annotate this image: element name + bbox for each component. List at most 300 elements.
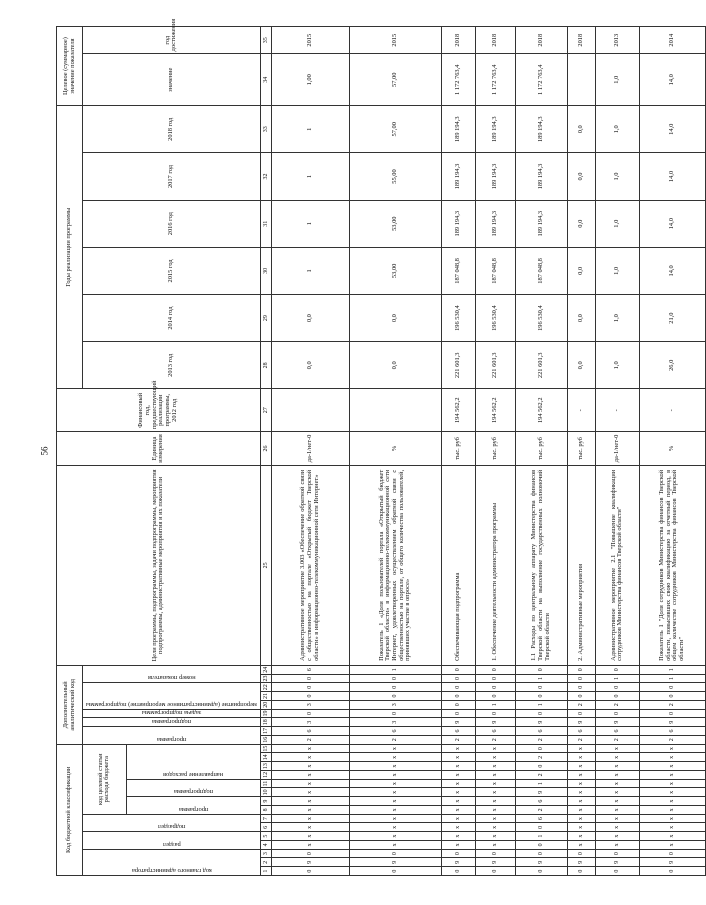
code-cell: 0 [567,692,595,701]
name-cell: 2. Административные мероприятия [567,465,595,665]
column-index: 2 [260,858,271,867]
year-value-cell: 53,00 [349,200,441,247]
year-value-cell: 1 [271,106,349,153]
code-cell: x [595,762,639,771]
column-index: 7 [260,814,271,823]
code-cell: 0 [475,849,515,858]
code-cell: 0 [271,674,349,683]
column-index: 19 [260,709,271,718]
code-cell: 0 [515,665,567,674]
code-cell: 9 [595,718,639,727]
column-index: 4 [260,841,271,850]
code-cell: x [349,771,441,780]
code-cell: x [475,832,515,841]
fin2012-cell [349,389,441,432]
column-index-row [260,27,271,876]
code-cell: 0 [639,849,705,858]
unit-cell: да-1/нет-0 [271,432,349,466]
code-cell: 0 [475,665,515,674]
code-cell: 6 [349,727,441,736]
code-cell: 1 [639,674,705,683]
csr-header: код целевой статьи расхода бюджета [83,744,127,814]
code-cell: 2 [595,735,639,744]
dop-meropriyatie-header: мероприятие (административное мероприятие) подпрограммы [83,683,261,709]
column-index: 35 [260,27,271,54]
code-cell: x [475,841,515,850]
year-value-cell: 0,0 [349,342,441,389]
code-cell: 9 [515,788,567,797]
column-index: 13 [260,762,271,771]
code-cell: x [567,771,595,780]
code-cell: x [441,779,475,788]
code-cell: x [639,832,705,841]
code-cell: 6 [515,797,567,806]
year-value-cell: 187 048,8 [515,247,567,294]
code-cell: 6 [515,727,567,736]
code-cell: 9 [441,718,475,727]
code-cell: 1 [475,700,515,709]
code-cell: 9 [515,718,567,727]
year-value-cell: 189 194,3 [475,106,515,153]
code-cell: 0 [515,849,567,858]
csr-napravlenie-header: направление расходов [126,744,260,779]
column-index: 34 [260,54,271,106]
csr-podprogram-header: подпрограмма [126,779,260,797]
code-cell: 6 [441,727,475,736]
year-value-cell: 0,0 [349,295,441,342]
dop-program-header: программа [83,727,261,745]
year-value-cell: 55,00 [349,153,441,200]
code-cell: x [595,797,639,806]
code-cell: x [639,841,705,850]
unit-cell: тыс. руб [441,432,475,466]
code-cell: 0 [475,683,515,692]
fin2012-cell: - [567,389,595,432]
kbk-podrazdel-header: подраздел [83,814,261,832]
target-year-cell: 2018 [515,27,567,54]
code-cell: 0 [639,683,705,692]
code-cell: 0 [349,683,441,692]
code-cell: x [271,823,349,832]
target-year-cell: 2018 [441,27,475,54]
code-cell: 0 [595,692,639,701]
year-value-cell: 189 194,3 [441,153,475,200]
code-cell: x [441,753,475,762]
column-index: 27 [260,389,271,432]
code-cell: 0 [639,867,705,876]
code-cell: 0 [475,709,515,718]
code-cell: 3 [271,718,349,727]
year-value-cell: 221 601,3 [515,342,567,389]
code-cell: 0 [567,849,595,858]
table-row [271,27,349,876]
code-cell: x [475,753,515,762]
code-cell: x [271,744,349,753]
code-cell: 0 [441,867,475,876]
column-index: 12 [260,771,271,780]
name-cell: Административное мероприятие 3.003 «Обеспечение обратной связи с общественностью на портале «Открытый бюджет Тверской области» в информационно-телекоммуникационной сети Интернет» [271,465,349,665]
code-cell: x [595,779,639,788]
column-index: 3 [260,849,271,858]
year-value-cell: 14,0 [639,247,705,294]
target-value-cell: 1 172 763,4 [475,54,515,106]
code-cell: x [595,771,639,780]
year-value-cell: 0,0 [567,200,595,247]
code-cell: x [595,823,639,832]
target-year-cell: 2015 [349,27,441,54]
code-cell: x [349,788,441,797]
code-cell: x [271,779,349,788]
code-cell: 1 [515,674,567,683]
code-cell: 0 [441,700,475,709]
table-row [349,27,441,876]
year-value-cell: 1,0 [595,247,639,294]
code-cell: x [639,797,705,806]
code-cell: 0 [515,867,567,876]
target-year-cell: 2014 [639,27,705,54]
code-cell: x [475,788,515,797]
code-cell: x [271,762,349,771]
year-value-cell: 1 [271,200,349,247]
column-index: 21 [260,692,271,701]
code-cell: 0 [595,665,639,674]
code-cell: 9 [567,718,595,727]
code-cell: 6 [639,727,705,736]
code-cell: 6 [271,727,349,736]
year-value-cell: 57,00 [349,106,441,153]
target-value-cell: 1 172 763,4 [515,54,567,106]
fin2012-header: Финансовый год, предшествующий реализации программы, 2012 год [57,389,261,432]
y2018-header: 2018 год [83,106,261,153]
fin2012-cell: 194 562,2 [441,389,475,432]
code-cell: 0 [515,709,567,718]
code-cell: 2 [271,735,349,744]
code-cell: x [349,814,441,823]
code-cell: x [271,788,349,797]
code-cell: x [271,753,349,762]
code-cell: x [567,841,595,850]
year-value-cell: 0,0 [567,295,595,342]
year-value-cell: 0,0 [271,342,349,389]
year-value-cell: 1 [271,153,349,200]
target-header: Целевое (суммарное) значение показателя [57,27,83,106]
code-cell: 0 [271,867,349,876]
code-cell: x [639,788,705,797]
code-cell: x [475,771,515,780]
target-value-cell: 1,00 [271,54,349,106]
code-cell: x [441,823,475,832]
code-cell: 1 [595,674,639,683]
code-cell: x [349,832,441,841]
target-value-cell: 57,00 [349,54,441,106]
column-index: 25 [260,465,271,665]
dop-zadacha-header: задача подпрограммы [83,709,261,718]
fin2012-cell: - [639,389,705,432]
column-index: 24 [260,665,271,674]
year-value-cell: 1 [271,247,349,294]
code-cell: 3 [349,718,441,727]
year-value-cell: 0,0 [271,295,349,342]
column-index: 11 [260,779,271,788]
unit-cell: тыс. руб [515,432,567,466]
code-cell: x [639,744,705,753]
y2014-header: 2014 год [83,295,261,342]
year-value-cell: 14,0 [639,200,705,247]
year-value-cell: 1,0 [595,200,639,247]
code-cell: 0 [349,867,441,876]
code-cell: x [595,841,639,850]
code-cell: x [475,823,515,832]
year-value-cell: 1,0 [595,342,639,389]
code-cell: x [639,806,705,815]
table-row [639,27,705,876]
year-value-cell: 21,0 [639,295,705,342]
code-cell: x [441,762,475,771]
code-cell: x [567,788,595,797]
year-value-cell: 187 048,8 [475,247,515,294]
code-cell: x [349,823,441,832]
unit-cell: тыс. руб [567,432,595,466]
code-cell: 0 [515,683,567,692]
code-cell: x [567,823,595,832]
year-value-cell: 187 048,8 [441,247,475,294]
code-cell: x [475,762,515,771]
code-cell: x [271,806,349,815]
code-cell: 9 [349,858,441,867]
column-index: 28 [260,342,271,389]
target-value-cell [567,54,595,106]
code-cell: 6 [515,814,567,823]
code-cell: 9 [639,718,705,727]
unit-cell: % [349,432,441,466]
code-cell: x [349,762,441,771]
unit-cell: тыс. руб [475,432,515,466]
code-cell: 6 [271,665,349,674]
code-cell: x [595,744,639,753]
rotated-table-container [56,18,686,876]
years-header: Годы реализации программы [57,106,83,389]
unit-cell: да-1/нет-0 [595,432,639,466]
name-cell: Обеспечивающая подпрограмма [441,465,475,665]
code-cell: 9 [475,718,515,727]
year-value-cell: 189 194,3 [475,200,515,247]
year-value-cell: 221 601,3 [441,342,475,389]
code-cell: x [639,779,705,788]
code-cell: 9 [567,858,595,867]
table-row [441,27,475,876]
code-cell: 9 [515,858,567,867]
code-cell: x [567,832,595,841]
code-cell: 1 [515,700,567,709]
code-cell: 3 [271,700,349,709]
code-cell: 2 [639,735,705,744]
year-value-cell: 196 530,4 [475,295,515,342]
year-value-cell: 14,0 [639,106,705,153]
code-cell: 0 [567,674,595,683]
code-cell: 6 [567,727,595,736]
column-index: 5 [260,832,271,841]
y2015-header: 2015 год [83,247,261,294]
code-cell: 0 [475,867,515,876]
fin2012-cell: - [595,389,639,432]
code-cell: 0 [441,665,475,674]
code-cell: 0 [639,709,705,718]
fin2012-cell: 194 562,2 [515,389,567,432]
dop-podprogram-header: подпрограмма [83,718,261,727]
unit-header: Единица измерения [57,432,261,466]
code-cell: 0 [441,683,475,692]
year-value-cell: 0,0 [567,106,595,153]
y2013-header: 2013 год [83,342,261,389]
code-cell: 0 [515,692,567,701]
code-cell: x [639,771,705,780]
code-cell: 2 [567,700,595,709]
code-cell: 9 [475,858,515,867]
fin2012-cell [271,389,349,432]
code-cell: 0 [349,692,441,701]
code-cell: 0 [515,762,567,771]
name-cell: Показатель 1 «Доля пользователей портала «Открытый бюджет Тверской области» в информационно-телекоммуникационной сети Интернет, удовлетворенных осуществлением обратной связи с общественностью на портале, от общего количества пользователей, принявших участие в опросе» [349,465,441,665]
column-index: 15 [260,744,271,753]
code-cell: x [595,814,639,823]
column-index: 1 [260,867,271,876]
code-cell: x [567,814,595,823]
column-index: 18 [260,718,271,727]
unit-cell: % [639,432,705,466]
code-cell: x [475,814,515,823]
code-cell: 0 [349,674,441,683]
column-index: 17 [260,727,271,736]
code-cell: 1 [349,665,441,674]
code-cell: x [567,744,595,753]
kbk-razdel-header: раздел [83,832,261,850]
target-value-cell: 1 172 763,4 [441,54,475,106]
column-index: 10 [260,788,271,797]
column-index: 6 [260,823,271,832]
code-cell: 0 [441,692,475,701]
code-cell: x [349,806,441,815]
code-cell: x [441,814,475,823]
year-value-cell: 1,0 [595,295,639,342]
code-cell: 6 [475,727,515,736]
name-cell: Показатель 1 "Доля сотрудников Министерства финансов Тверской области, повысивших свою квалификацию за отчетный период, в общем количестве сотрудников Министерства финансов Тверской области" [639,465,705,665]
code-cell: 1 [515,832,567,841]
code-cell: x [595,832,639,841]
page-number: 56 [39,446,50,456]
year-value-cell: 189 194,3 [441,200,475,247]
code-cell: x [271,832,349,841]
year-value-cell: 189 194,3 [515,200,567,247]
code-cell: x [441,797,475,806]
code-cell: 0 [567,665,595,674]
y2017-header: 2017 год [83,153,261,200]
code-cell: x [475,797,515,806]
code-cell: 2 [515,806,567,815]
target-value-cell: 1,0 [595,54,639,106]
target-value-header: значение [83,54,261,106]
year-value-cell: 53,00 [349,247,441,294]
column-index: 26 [260,432,271,466]
code-cell: x [271,771,349,780]
table-row [475,27,515,876]
column-index: 16 [260,735,271,744]
column-index: 29 [260,295,271,342]
name-header: Цели программы, подпрограммы, задачи подпрограммы, мероприятия подпрограммы, административные мероприятия и их показатели [57,465,261,665]
code-cell: 0 [567,683,595,692]
column-index: 33 [260,106,271,153]
code-cell: 9 [595,858,639,867]
fin2012-cell: 194 562,2 [475,389,515,432]
code-cell: x [475,779,515,788]
code-cell: 0 [595,683,639,692]
code-cell: 2 [515,735,567,744]
code-cell: 9 [441,858,475,867]
code-cell: x [595,788,639,797]
code-cell: 2 [441,735,475,744]
code-cell: 9 [639,858,705,867]
year-value-cell: 14,0 [639,153,705,200]
code-cell: x [639,823,705,832]
year-value-cell: 1,0 [595,153,639,200]
year-value-cell: 189 194,3 [441,106,475,153]
target-year-cell: 2018 [567,27,595,54]
target-year-header: год достижения [83,27,261,54]
code-cell: 2 [475,735,515,744]
code-cell: 1 [639,665,705,674]
kbk-admin-header: код главного администратора [83,849,261,875]
code-cell: 1 [515,779,567,788]
dop-nomer-header: номер показателя [83,665,261,683]
code-cell: 0 [349,709,441,718]
column-index: 31 [260,200,271,247]
code-cell: 0 [515,823,567,832]
code-cell: 2 [349,735,441,744]
code-cell: 6 [595,727,639,736]
code-cell: 0 [595,867,639,876]
code-cell: 0 [475,692,515,701]
code-cell: x [349,841,441,850]
code-cell: x [271,841,349,850]
code-cell: 0 [271,683,349,692]
column-index: 9 [260,797,271,806]
code-cell: 2 [567,735,595,744]
code-cell: 0 [475,674,515,683]
program-table [56,18,706,876]
code-cell: 0 [639,692,705,701]
code-cell: 9 [271,858,349,867]
name-cell: 1. Обеспечение деятельности администратора программы [475,465,515,665]
y2016-header: 2016 год [83,200,261,247]
code-cell: 3 [349,700,441,709]
code-cell: 0 [515,841,567,850]
code-cell: x [441,771,475,780]
code-cell: 0 [595,709,639,718]
target-year-cell: 2015 [271,27,349,54]
column-index: 8 [260,806,271,815]
code-cell: x [441,832,475,841]
name-cell: 1.1 Расходы по центральному аппарату Министерства финансов Тверской области на выполнение государственных полномочий Тверской области [515,465,567,665]
target-value-cell: 14,0 [639,54,705,106]
column-index: 32 [260,153,271,200]
code-cell: 2 [639,700,705,709]
code-cell: x [567,762,595,771]
code-cell: x [475,744,515,753]
code-cell: 2 [515,771,567,780]
code-cell: x [595,806,639,815]
code-cell: 2 [595,700,639,709]
code-cell: 0 [441,849,475,858]
year-value-cell: 0,0 [567,153,595,200]
